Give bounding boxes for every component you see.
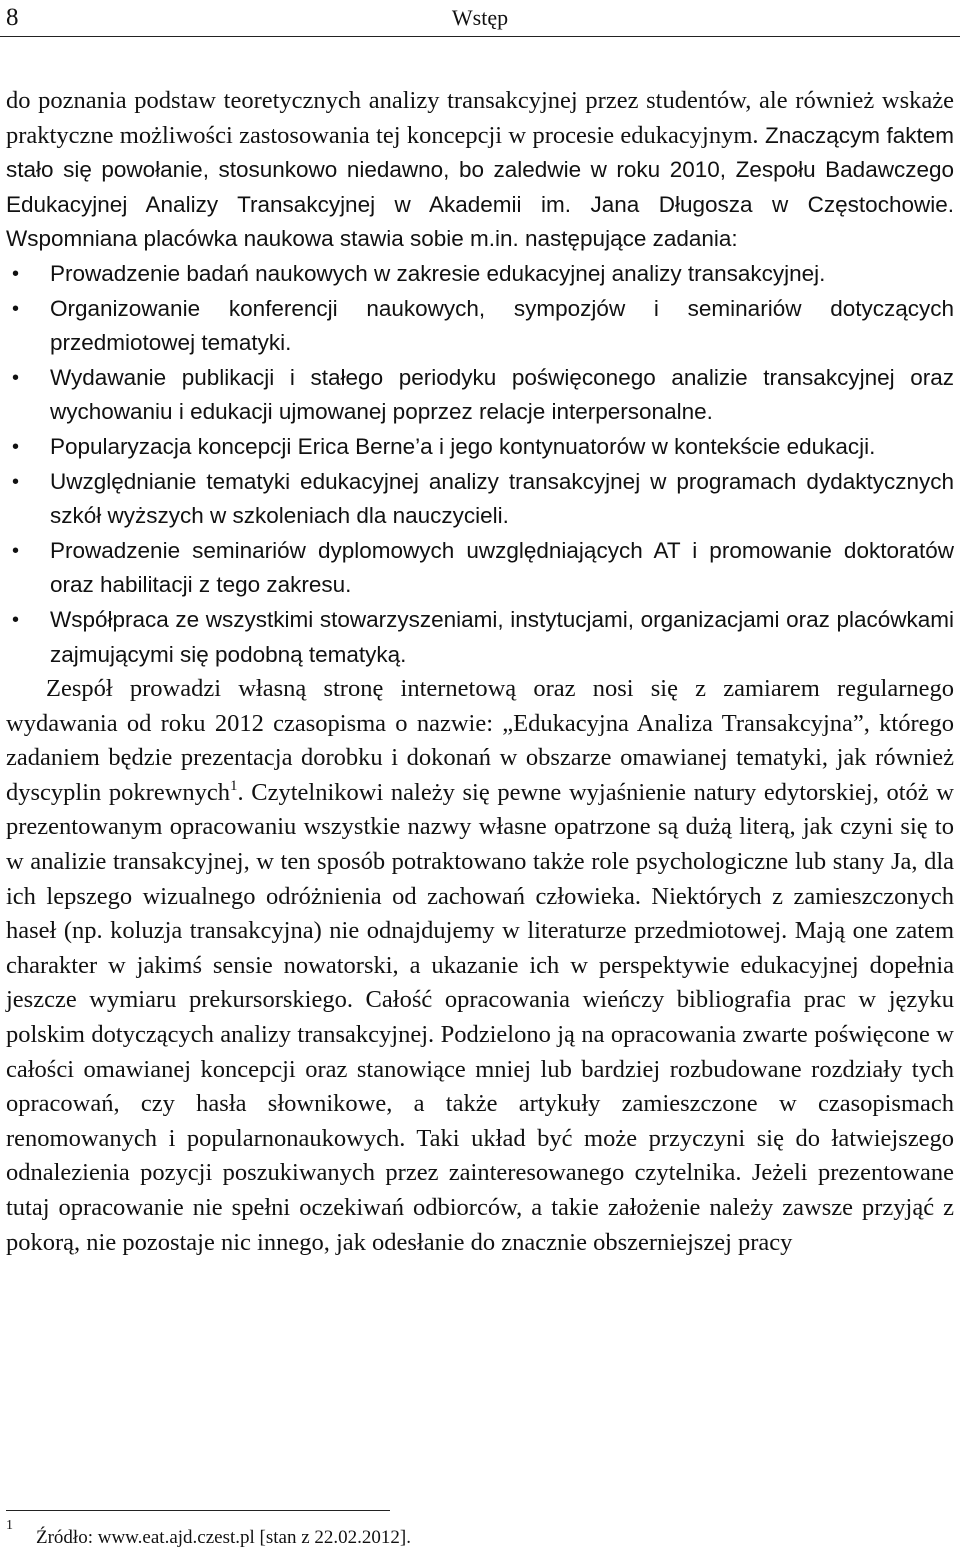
bullet-icon: • [12,366,20,389]
running-title: Wstęp [451,5,509,30]
main-paragraph [6,672,954,1260]
page-number: 8 [6,4,19,31]
list-item [6,257,954,292]
list-item [6,430,954,465]
list-item-text: Uwzględnianie tematyki edukacyjnej analizy transakcyjnej w programach dydaktycznych szkół wyższych w szkoleniach dla nauczycieli. [50,468,954,529]
list-item [6,465,954,534]
intro-sans-text: Znaczącym faktem stało się powołanie, stosunkowo niedawno, bo zaledwie w roku 2010, Zespołu Badawczego Edukacyjnej Analizy Transakcyjnej w Akademii im. Jana Długosza w Częstochowie. Wspomniana placówka naukowa stawia sobie m.in. następujące zadania: [6,122,954,252]
bullet-icon: • [12,608,20,631]
bullet-icon: • [12,297,20,320]
page-header [0,0,960,37]
body-text [6,84,954,1260]
list-item-text: Prowadzenie badań naukowych w zakresie edukacyjnej analizy transakcyjnej. [50,260,826,286]
intro-serif-text: do poznania podstaw teoretycznych analizy transakcyjnej przez studentów, ale również wskaże praktyczne możliwości zastosowania tej koncepcji w procesie edukacyjnym. [6,87,954,149]
bullet-icon: • [12,470,20,493]
intro-paragraph [6,84,954,257]
list-item-text: Organizowanie konferencji naukowych, sympozjów i seminariów dotyczących przedmiotowej tematyki. [50,295,954,356]
list-item-text: Popularyzacja koncepcji Erica Berne’a i jego kontynuatorów w kontekście edukacji. [50,433,876,459]
list-item [6,292,954,361]
paragraph-text-before-note: Zespół prowadzi własną stronę internetową oraz nosi się z zamiarem regularnego wydawania od roku 2012 czasopisma o nazwie: „Edukacyjna Analiza Transakcyjna”, którego zadaniem będzie prezentacja dorobku i dokonań w obszarze omawianej tematyki, jak również dyscyplin pokrewnych [6,675,954,806]
footnote-text: Źródło: www.eat.ajd.czest.pl [stan z 22.02.2012]. [36,1527,411,1548]
list-item [6,534,954,603]
list-item-text: Prowadzenie seminariów dyplomowych uwzględniających AT i promowanie doktoratów oraz habilitacji z tego zakresu. [50,537,954,598]
list-item-text: Współpraca ze wszystkimi stowarzyszeniami, instytucjami, organizacjami oraz placówkami zajmującymi się podobną tematyką. [50,606,954,667]
list-item-text: Wydawanie publikacji i stałego periodyku poświęconego analizie transakcyjnej oraz wychowaniu i edukacji ujmowanej poprzez relacje interpersonalne. [50,364,954,425]
list-item [6,603,954,672]
bullet-icon: • [12,262,20,285]
tasks-list [6,257,954,672]
footnote-reference[interactable]: 1 [230,777,238,794]
footnote-mark: 1 [6,1518,13,1533]
footnote-separator [6,1510,390,1511]
bullet-icon: • [12,539,20,562]
list-item [6,361,954,430]
bullet-icon: • [12,435,20,458]
paragraph-text-after-note: . Czytelnikowi należy się pewne wyjaśnienie natury edytorskiej, otóż w prezentowanym opracowaniu wszystkie nazwy własne opatrzone są dużą literą, jak czyni się to w analizie transakcyjnej, w ten sposób potraktowano także role psychologiczne lub stany Ja, dla ich lepszego wizualnego odróżnienia od zachowań człowieka. Niektórych z zamieszczonych haseł (np. koluzja transakcyjna) nie odnajdujemy w literaturze przedmiotowej. Mają one zatem charakter w jakimś sensie nowatorski, a ukazanie ich w perspektywie edukacyjnej dopełnia jeszcze wymiaru prekursorskiego. Całość opracowania wieńczy bibliografia prac w języku polskim dotyczących analizy transakcyjnej. Podzielono ją na opracowania zwarte poświęcone w całości omawianej koncepcji oraz stanowiące mniej lub bardziej rozbudowane rozdziały tych opracowań, czy hasła słownikowe, a także artykuły zamieszczone w czasopismach renomowanych i popularnonaukowych. Taki układ być może przyczyni się do łatwiejszego odnalezienia pozycji poszukiwanych przez zainteresowanego czytelnika. Jeżeli prezentowane tutaj opracowanie nie spełni oczekiwań odbiorców, a takie założenie należy zawsze przyjąć z pokorą, nie pozostaje nic innego, jak odesłanie do znacznie obszerniejszej pracy [6,778,954,1256]
